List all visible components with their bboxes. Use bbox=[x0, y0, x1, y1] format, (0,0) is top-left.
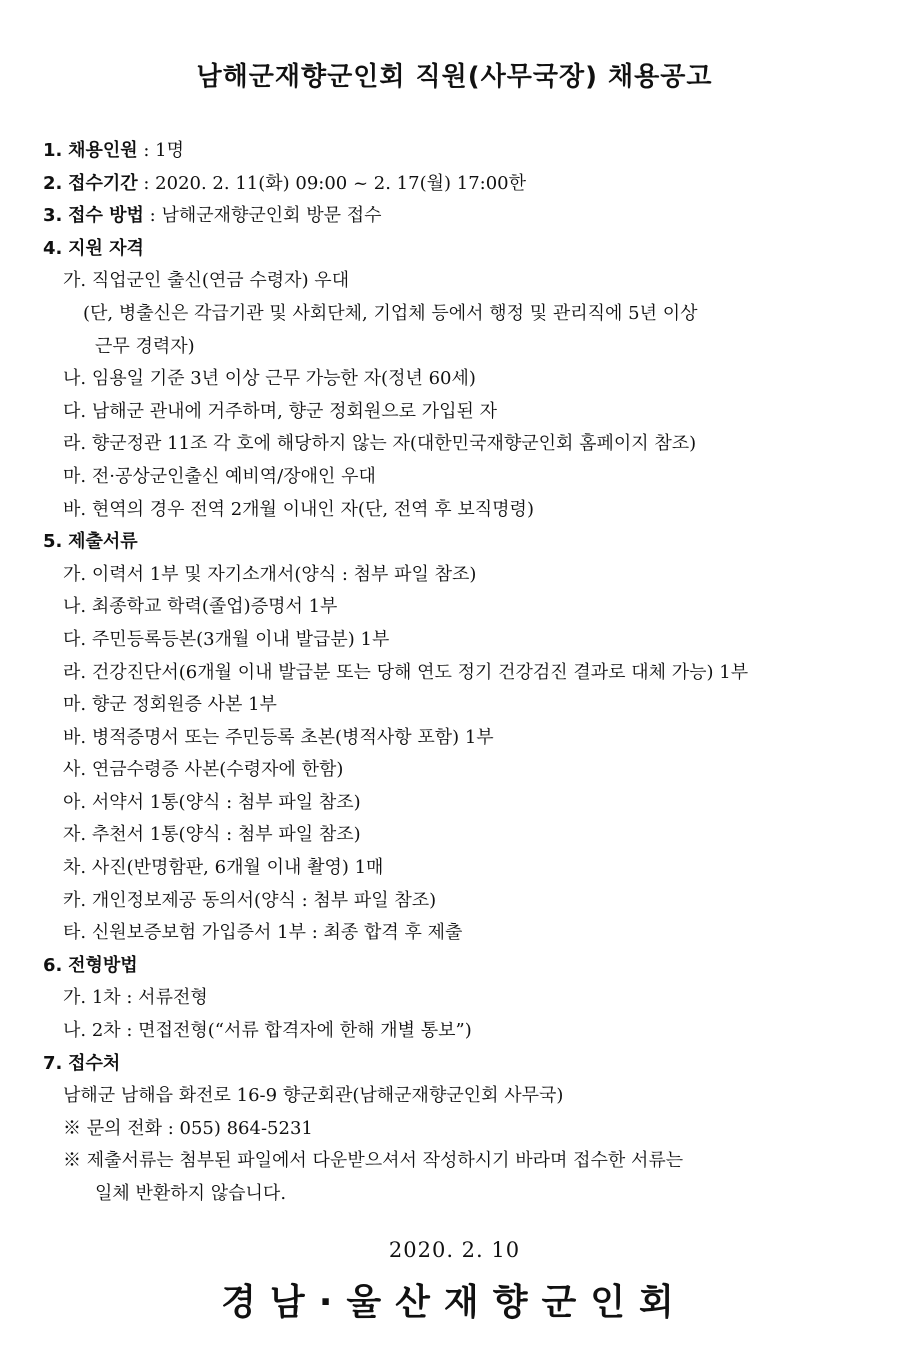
section-value: : 남해군재향군인회 방문 접수 bbox=[143, 205, 382, 227]
document-item: 타. 신원보증보험 가입증서 1부 : 최종 합격 후 제출 bbox=[63, 922, 463, 944]
section-contact bbox=[43, 1048, 863, 1081]
section-number: 6. bbox=[43, 954, 63, 976]
section-value: : 2020. 2. 11(화) 09:00 ~ 2. 17(월) 17:00한 bbox=[137, 172, 526, 194]
section-label: 접수 방법 bbox=[68, 205, 144, 227]
qualification-item: 가. 직업군인 출신(연금 수령자) 우대 bbox=[63, 270, 350, 292]
selection-item: 가. 1차 : 서류전형 bbox=[63, 987, 208, 1009]
qualification-item: 마. 전·공상군인출신 예비역/장애인 우대 bbox=[63, 465, 376, 487]
section-label: 접수처 bbox=[68, 1052, 121, 1074]
qualification-item: 나. 임용일 기준 3년 이상 근무 가능한 자(정년 60세) bbox=[63, 368, 476, 390]
qualification-item: 바. 현역의 경우 전역 2개월 이내인 자(단, 전역 후 보직명령) bbox=[63, 498, 534, 520]
section-value: : 1명 bbox=[137, 140, 185, 161]
section-label: 접수기간 bbox=[68, 172, 138, 194]
section-application-method bbox=[43, 200, 863, 233]
document-item: 사. 연금수령증 사본(수령자에 한함) bbox=[63, 759, 344, 781]
section-label: 지원 자격 bbox=[68, 237, 144, 259]
section-number: 1. bbox=[43, 140, 63, 161]
document-item: 가. 이력서 1부 및 자기소개서(양식 : 첨부 파일 참조) bbox=[63, 563, 477, 585]
organization-name: 경남·울산재향군인회 bbox=[221, 1282, 688, 1323]
contact-address: 남해군 남해읍 화전로 16-9 향군회관(남해군재향군인회 사무국) bbox=[63, 1085, 564, 1107]
qualification-note: (단, 병출신은 각급기관 및 사회단체, 기업체 등에서 행정 및 관리직에 5년 이상 bbox=[83, 302, 698, 324]
document-item: 차. 사진(반명함판, 6개월 이내 촬영) 1매 bbox=[63, 857, 384, 879]
section-label: 전형방법 bbox=[68, 954, 138, 976]
document-item: 카. 개인정보제공 동의서(양식 : 첨부 파일 참조) bbox=[63, 889, 437, 911]
contact-notice-continued: 일체 반환하지 않습니다. bbox=[95, 1183, 287, 1204]
section-selection bbox=[43, 950, 863, 983]
section-label: 채용인원 bbox=[68, 140, 138, 161]
document-item: 아. 서약서 1통(양식 : 첨부 파일 참조) bbox=[63, 791, 361, 813]
document-item: 나. 최종학교 학력(졸업)증명서 1부 bbox=[63, 596, 338, 618]
qualification-note: 근무 경력자) bbox=[95, 335, 195, 357]
document-item: 자. 추천서 1통(양식 : 첨부 파일 참조) bbox=[63, 824, 361, 846]
section-documents bbox=[43, 526, 863, 559]
document-item: 라. 건강진단서(6개월 이내 발급분 또는 당해 연도 정기 건강검진 결과로 대체 가능) 1부 bbox=[63, 661, 749, 683]
section-number: 3. bbox=[43, 205, 63, 227]
announcement-body bbox=[43, 135, 863, 1211]
page-title: 남해군재향군인회 직원(사무국장) 채용공고 bbox=[196, 62, 713, 92]
contact-notice: ※ 제출서류는 첨부된 파일에서 다운받으셔서 작성하시기 바라며 접수한 서류는 bbox=[63, 1150, 684, 1172]
qualification-item: 라. 향군정관 11조 각 호에 해당하지 않는 자(대한민국재향군인회 홈페이지 참조) bbox=[63, 433, 697, 455]
announcement-date: 2020. 2. 10 bbox=[388, 1238, 521, 1262]
section-application-period bbox=[43, 168, 863, 201]
contact-phone: ※ 문의 전화 : 055) 864-5231 bbox=[63, 1117, 313, 1139]
selection-item: 나. 2차 : 면접전형(“서류 합격자에 한해 개별 통보”) bbox=[63, 1020, 472, 1042]
document-item: 바. 병적증명서 또는 주민등록 초본(병적사항 포함) 1부 bbox=[63, 726, 494, 748]
document-item: 다. 주민등록등본(3개월 이내 발급분) 1부 bbox=[63, 628, 390, 650]
section-number: 7. bbox=[43, 1052, 63, 1074]
section-number: 5. bbox=[43, 531, 63, 553]
section-label: 제출서류 bbox=[68, 531, 138, 553]
qualification-item: 다. 남해군 관내에 거주하며, 향군 정회원으로 가입된 자 bbox=[63, 400, 498, 422]
document-item: 마. 향군 정회원증 사본 1부 bbox=[63, 694, 277, 716]
section-recruitment-count bbox=[43, 135, 863, 168]
section-qualifications bbox=[43, 233, 863, 266]
section-number: 4. bbox=[43, 237, 63, 259]
section-number: 2. bbox=[43, 172, 63, 194]
